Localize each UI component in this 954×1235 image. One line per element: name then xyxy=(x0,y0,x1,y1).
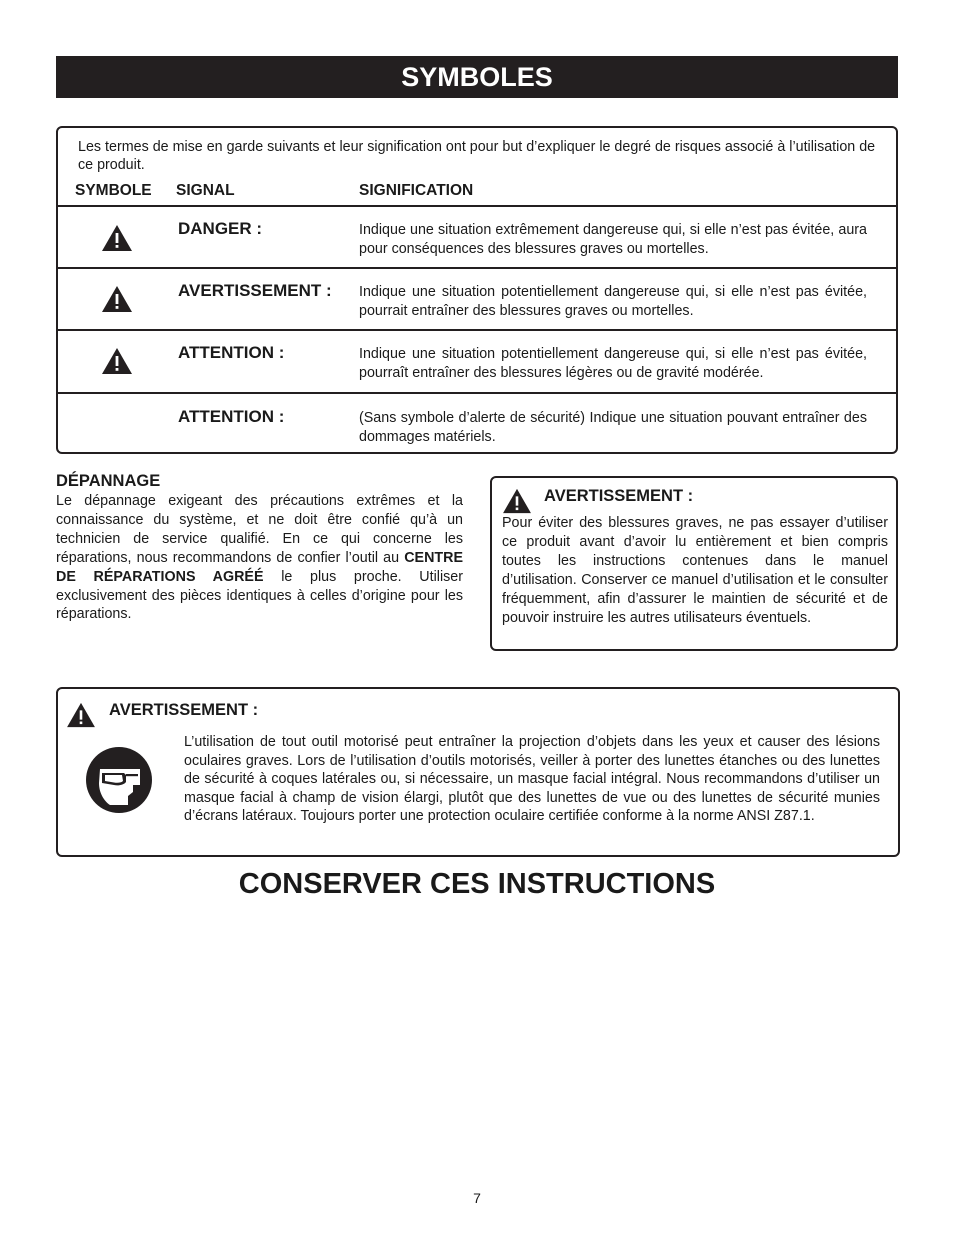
depannage-body xyxy=(56,492,463,624)
warning-triangle-icon xyxy=(502,488,532,514)
signal-label: ATTENTION : xyxy=(178,407,285,426)
row-divider xyxy=(58,392,896,394)
warning-triangle-icon xyxy=(66,702,96,728)
manual-warning-body: Pour éviter des blessures graves, ne pas essayer d’utiliser ce produit avant d’avoir lu entièrement et bien compris toutes les instructions contenues dans le manuel d’utilisation. Conserver ce manuel d’utilisation et le consulter fréquemment, afin d’assurer le maintien de sécurité et de pouvoir instruire les autres utilisateurs éventuels. xyxy=(502,515,888,626)
warning-triangle-icon xyxy=(101,347,133,375)
symbols-intro: Les termes de mise en garde suivants et leur signification ont pour but d’expliquer le degré de risques associé à l’utilisation de ce produit. xyxy=(78,139,876,173)
signal-meaning: (Sans symbole d’alerte de sécurité) Indique une situation pouvant entraîner des dommages matériels. xyxy=(359,410,867,445)
signal-meaning: Indique une situation extrêmement dangereuse qui, si elle n’est pas évitée, aura pour conséquences des blessures graves ou mortelles. xyxy=(359,222,867,257)
symbol-row-avertissement xyxy=(58,267,896,329)
manual-warning-title: AVERTISSEMENT : xyxy=(544,487,694,505)
symbol-row-attention xyxy=(58,329,896,392)
safety-glasses-face-icon xyxy=(84,745,154,815)
signal-meaning: Indique une situation potentiellement dangereuse qui, si elle n’est pas évitée, pourrait entraîner des blessures graves ou mortelles. xyxy=(359,284,867,319)
signal-meaning: Indique une situation potentiellement dangereuse qui, si elle n’est pas évitée, pourraît entraîner des blessures légères ou de gravité modérée. xyxy=(359,346,867,381)
depannage-text-end: le plus proche. Utiliser exclusivement des pièces identiques à celles d’origine pour les réparations. xyxy=(56,568,463,623)
page-number: 7 xyxy=(473,1190,481,1206)
signal-label: DANGER : xyxy=(178,219,263,238)
row-divider xyxy=(58,329,896,331)
eye-warning-title: AVERTISSEMENT : xyxy=(109,701,259,719)
symbol-row-attention-no-symbol xyxy=(58,392,896,452)
page-title: SYMBOLES xyxy=(401,61,553,92)
save-instructions-heading: CONSERVER CES INSTRUCTIONS xyxy=(238,868,716,900)
warning-triangle-icon xyxy=(101,224,133,252)
depannage-bold-text: CENTRE DE RÉPARATIONS AGRÉÉ xyxy=(56,549,463,585)
eye-protection-warning-box xyxy=(56,687,900,857)
symbol-row-danger xyxy=(58,205,896,267)
warning-triangle-icon xyxy=(101,285,133,313)
column-header-symbol: SYMBOLE xyxy=(75,182,152,199)
row-divider xyxy=(58,267,896,269)
eye-warning-body: L’utilisation de tout outil motorisé peut entraîner la projection d’objets dans les yeux et causer des lésions oculaires graves. Lors de l’utilisation d’outils motorisés, veiller à porter des lunettes étanches ou des lunettes de sécurité à coques latérales ou, si nécessaire, un masque facial intégral. Nous recommandons d’utiliser un masque facial à champ de vision élargi, plutôt que des lunettes de vue ou des lunettes de sécurité munies d’écrans latéraux. Toujours porter une protection oculaire certifiée conforme à la norme ANSI Z87.1. xyxy=(184,734,880,825)
symbols-table xyxy=(56,126,898,454)
page-title-bar xyxy=(56,56,898,98)
column-header-meaning: SIGNIFICATION xyxy=(359,182,474,199)
depannage-text: Le dépannage exigeant des précautions extrêmes et la connaissance du système, et ne doit être confié qu’à un technicien de service qualifié. En ce qui concerne les réparations, nous recommandons de confier l’outil au xyxy=(56,493,463,566)
signal-label: ATTENTION : xyxy=(178,343,285,362)
signal-label: AVERTISSEMENT : xyxy=(178,281,332,300)
manual-warning-box xyxy=(490,476,898,651)
column-header-signal: SIGNAL xyxy=(176,182,235,199)
row-divider xyxy=(58,205,896,207)
depannage-title: DÉPANNAGE xyxy=(56,472,161,490)
